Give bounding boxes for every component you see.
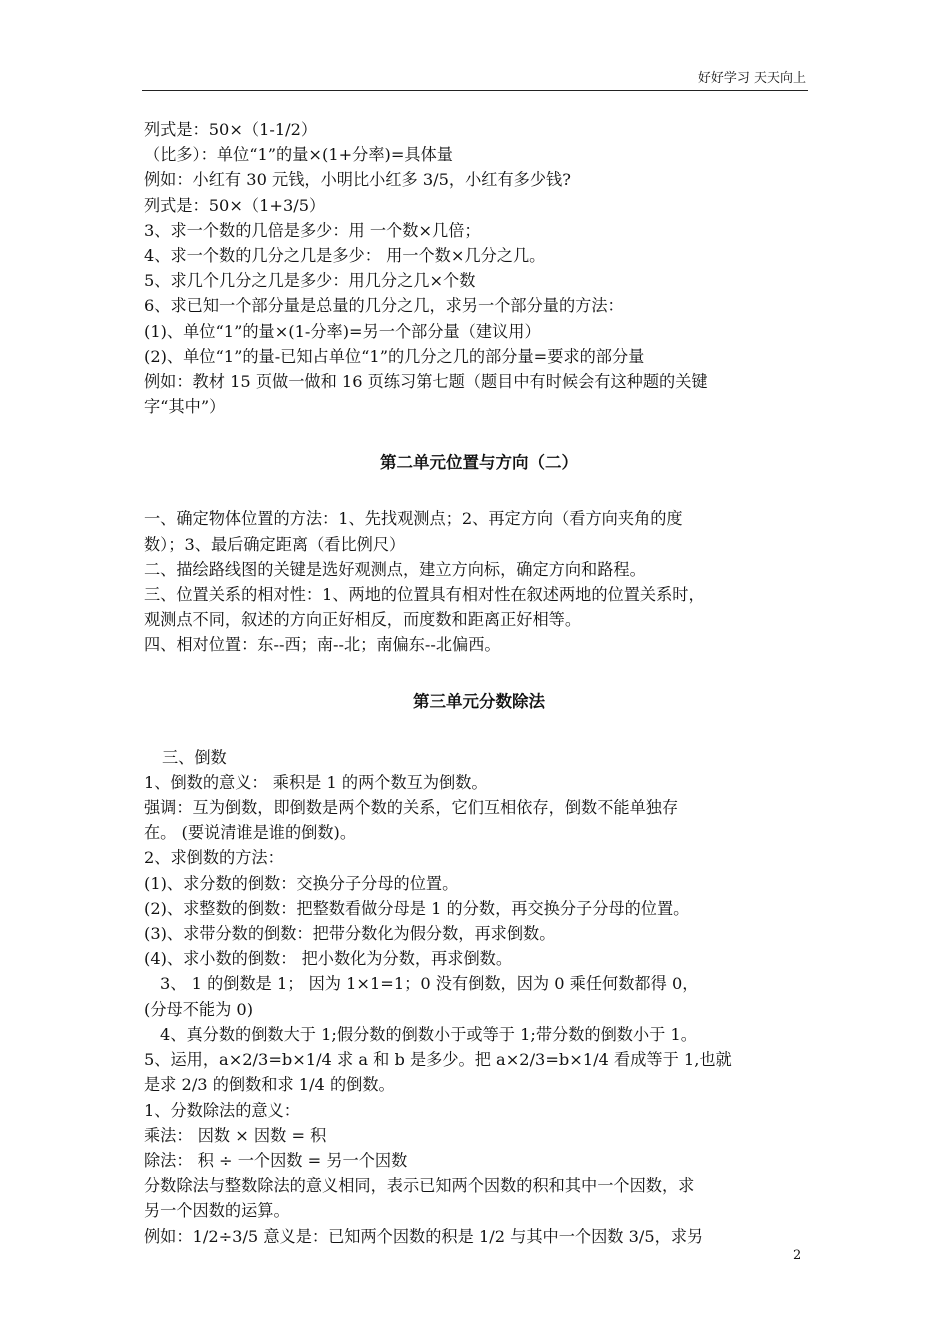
text-line: 2、求倒数的方法： xyxy=(144,848,284,868)
header-motto: 好好学习 天天向上 xyxy=(697,71,806,86)
text-line: 强调：互为倒数，即倒数是两个数的关系，它们互相依存，倒数不能单独存 xyxy=(144,798,679,818)
text-line: 3、求一个数的几倍是多少：用 一个数×几倍； xyxy=(144,220,481,240)
text-line: 数）；3、最后确定距离（看比例尺） xyxy=(144,534,406,554)
unit-3-body xyxy=(144,745,814,1249)
text-line: 5、求几个几分之几是多少：用几分之几×个数 xyxy=(144,271,476,291)
page-header xyxy=(142,70,808,91)
subsection-heading: 三、倒数 xyxy=(162,747,227,767)
text-line: 是求 2/3 的倒数和求 1/4 的倒数。 xyxy=(144,1075,395,1095)
text-line: (3)、求带分数的倒数：把带分数化为假分数，再求倒数。 xyxy=(144,924,556,944)
text-line: (2)、单位“1”的量-已知占单位“1”的几分之几的部分量=要求的部分量 xyxy=(144,346,645,366)
text-line: 5、运用，a×2/3=b×1/4 求 a 和 b 是多少。把 a×2/3=b×1/4 看成等于 1,也就 xyxy=(144,1050,732,1070)
text-line: 三、位置关系的相对性：1、两地的位置具有相对性在叙述两地的位置关系时， xyxy=(144,585,705,605)
text-line: 1、倒数的意义： 乘积是 1 的两个数互为倒数。 xyxy=(144,772,488,792)
text-line: (分母不能为 0) xyxy=(144,999,254,1019)
text-line: 除法： 积 ÷ 一个因数 = 另一个因数 xyxy=(144,1150,408,1170)
text-line: (4)、求小数的倒数： 把小数化为分数，再求倒数。 xyxy=(144,949,513,969)
text-line: (1)、求分数的倒数：交换分子分母的位置。 xyxy=(144,873,459,893)
text-line: 在。 (要说清谁是谁的倒数)。 xyxy=(144,823,357,843)
section-title-unit-3: 第三单元分数除法 xyxy=(413,691,545,711)
text-line: 6、求已知一个部分量是总量的几分之几，求另一个部分量的方法： xyxy=(144,296,624,316)
text-line: (1)、单位“1”的量×(1-分率)=另一个部分量（建议用） xyxy=(144,321,541,341)
text-line: 例如：小红有 30 元钱，小明比小红多 3/5，小红有多少钱? xyxy=(144,170,571,190)
text-line: 另一个因数的运算。 xyxy=(144,1201,290,1221)
text-line: 列式是：50×（1-1/2） xyxy=(144,120,318,139)
text-line: 例如：教材 15 页做一做和 16 页练习第七题（题目中有时候会有这种题的关键 xyxy=(144,372,708,392)
text-line: 字“其中”） xyxy=(144,397,226,417)
text-line: 二、描绘路线图的关键是选好观测点，建立方向标，确定方向和路程。 xyxy=(144,559,646,579)
text-line: 乘法： 因数 × 因数 = 积 xyxy=(144,1125,327,1145)
unit-2-body xyxy=(144,506,814,657)
text-line: 一、确定物体位置的方法：1、先找观测点；2、再定方向（看方向夹角的度 xyxy=(144,509,683,529)
text-line: 3、 1 的倒数是 1； 因为 1×1=1；0 没有倒数，因为 0 乘任何数都得 0， xyxy=(160,974,699,994)
formula-block xyxy=(144,117,814,419)
text-line: 列式是：50×（1+3/5） xyxy=(144,195,326,215)
text-line: 1、分数除法的意义： xyxy=(144,1100,300,1120)
text-line: 4、求一个数的几分之几是多少： 用一个数×几分之几。 xyxy=(144,246,546,266)
text-line: 观测点不同，叙述的方向正好相反，而度数和距离正好相等。 xyxy=(144,610,582,630)
text-line: 4、真分数的倒数大于 1;假分数的倒数小于或等于 1;带分数的倒数小于 1。 xyxy=(160,1024,697,1044)
text-line: （比多）：单位“1”的量×(1+分率)=具体量 xyxy=(144,145,453,165)
text-line: (2)、求整数的倒数：把整数看做分母是 1 的分数，再交换分子分母的位置。 xyxy=(144,898,690,918)
text-line: 四、相对位置：东--西；南--北；南偏东--北偏西。 xyxy=(144,635,501,655)
section-title-unit-2: 第二单元位置与方向（二） xyxy=(380,453,578,473)
text-line: 例如：1/2÷3/5 意义是：已知两个因数的积是 1/2 与其中一个因数 3/5，求另 xyxy=(144,1226,704,1246)
text-line: 分数除法与整数除法的意义相同，表示已知两个因数的积和其中一个因数，求 xyxy=(144,1176,695,1196)
document-body xyxy=(144,117,814,1249)
page-number: 2 xyxy=(793,1248,802,1263)
